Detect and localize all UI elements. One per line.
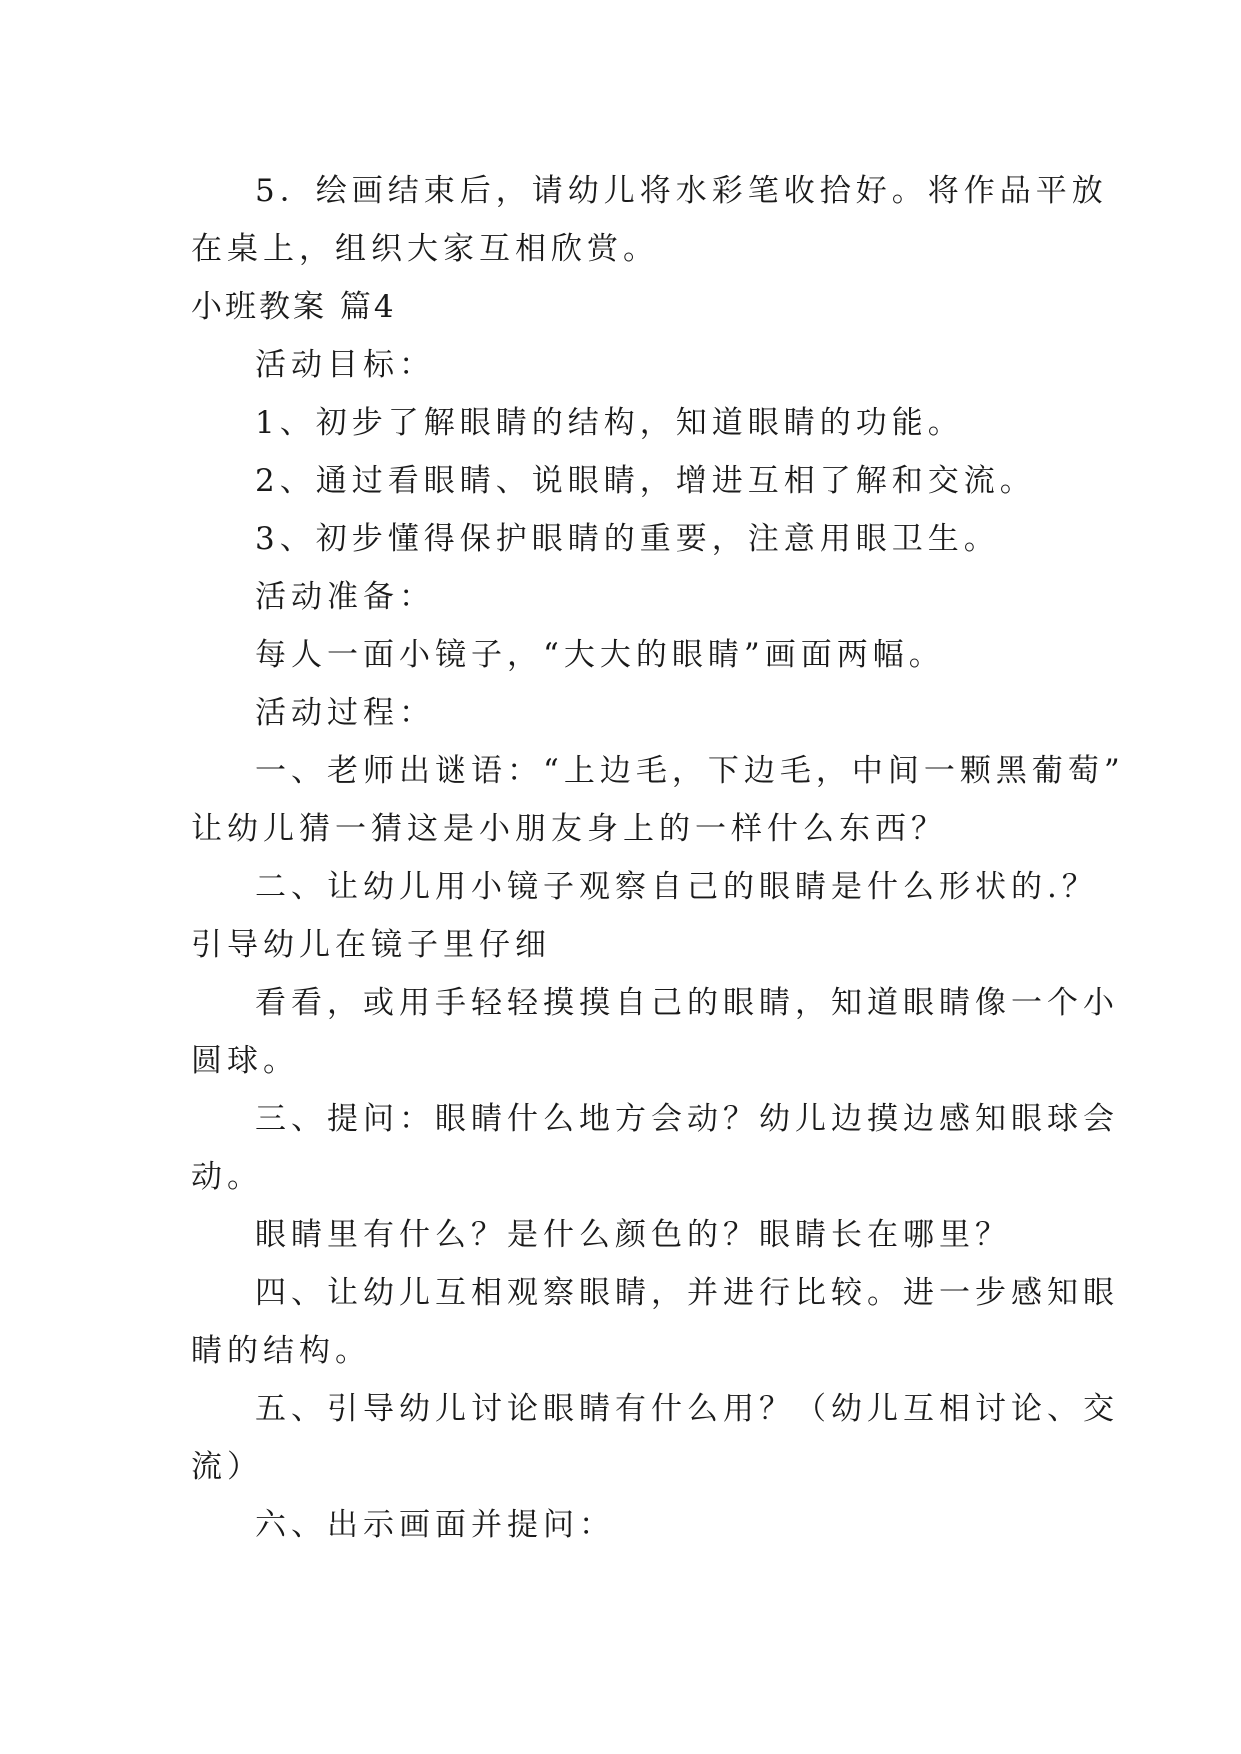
paragraph-line: 圆球。 bbox=[191, 1043, 299, 1079]
paragraph-line: 睛的结构。 bbox=[191, 1333, 371, 1369]
paragraph-line: 二、让幼儿用小镜子观察自己的眼睛是什么形状的.？ bbox=[255, 869, 1098, 905]
paragraph-line: 1、初步了解眼睛的结构，知道眼睛的功能。 bbox=[255, 405, 964, 441]
paragraph-line: 一、老师出谜语：“上边毛，下边毛，中间一颗黑葡萄” bbox=[255, 753, 1125, 789]
paragraph-line: 在桌上，组织大家互相欣赏。 bbox=[191, 231, 659, 267]
paragraph-line: 流） bbox=[191, 1449, 263, 1485]
paragraph-line: 让幼儿猜一猜这是小朋友身上的一样什么东西？ bbox=[191, 811, 947, 847]
paragraph-line: 3、初步懂得保护眼睛的重要，注意用眼卫生。 bbox=[255, 521, 1000, 557]
paragraph-line: 眼睛里有什么？是什么颜色的？眼睛长在哪里？ bbox=[255, 1217, 1011, 1253]
section-heading: 小班教案 篇4 bbox=[191, 289, 397, 325]
paragraph-line: 动。 bbox=[191, 1159, 263, 1195]
paragraph-line: 引导幼儿在镜子里仔细 bbox=[191, 927, 551, 963]
paragraph-line: 五、引导幼儿讨论眼睛有什么用？（幼儿互相讨论、交 bbox=[255, 1391, 1119, 1427]
paragraph-line: 5．绘画结束后，请幼儿将水彩笔收拾好。将作品平放 bbox=[255, 173, 1108, 209]
paragraph-line: 活动目标： bbox=[255, 347, 435, 383]
paragraph-line: 四、让幼儿互相观察眼睛，并进行比较。进一步感知眼 bbox=[255, 1275, 1119, 1311]
paragraph-line: 每人一面小镜子，“大大的眼睛”画面两幅。 bbox=[255, 637, 945, 673]
paragraph-line: 2、通过看眼睛、说眼睛，增进互相了解和交流。 bbox=[255, 463, 1036, 499]
paragraph-line: 三、提问：眼睛什么地方会动？幼儿边摸边感知眼球会 bbox=[255, 1101, 1119, 1137]
paragraph-line: 活动过程： bbox=[255, 695, 435, 731]
paragraph-line: 六、出示画面并提问： bbox=[255, 1507, 615, 1543]
paragraph-line: 看看，或用手轻轻摸摸自己的眼睛，知道眼睛像一个小 bbox=[255, 985, 1119, 1021]
paragraph-line: 活动准备： bbox=[255, 579, 435, 615]
document-body bbox=[191, 162, 1125, 1554]
